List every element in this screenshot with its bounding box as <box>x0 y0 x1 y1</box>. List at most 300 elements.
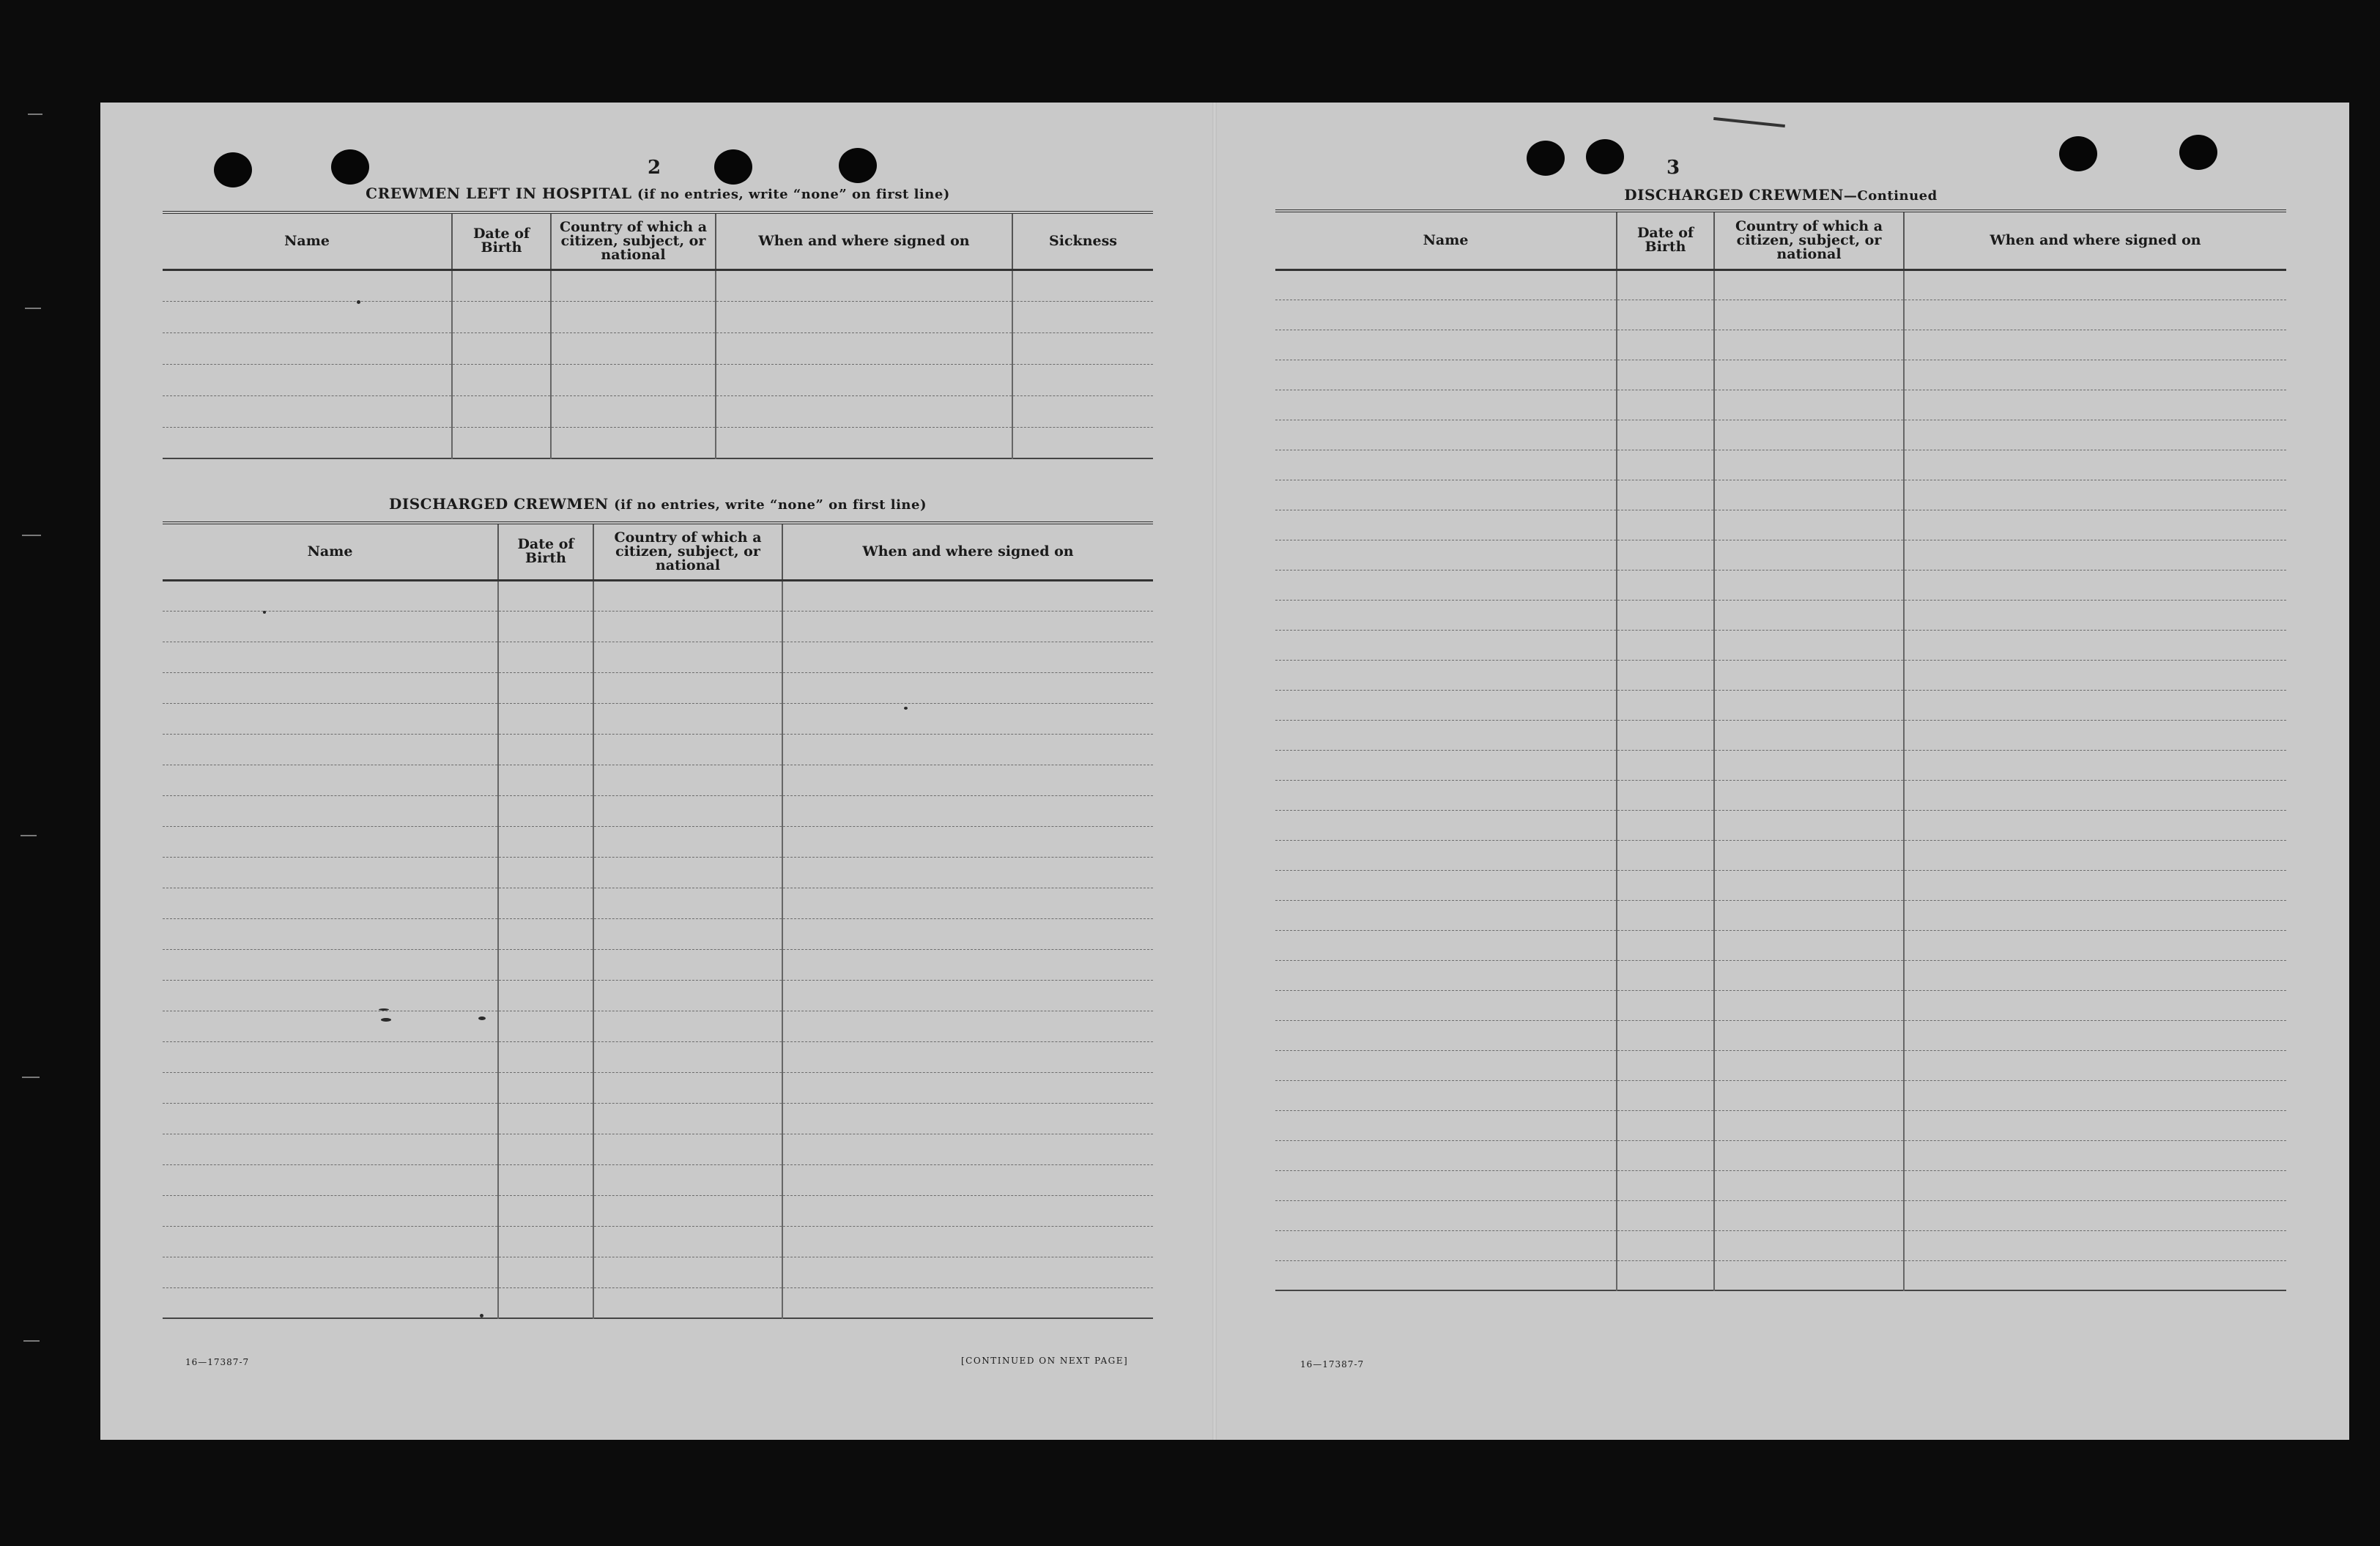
blank-cell <box>498 734 593 765</box>
blank-cell <box>163 1257 498 1287</box>
blank-cell <box>1275 570 1617 600</box>
right-section-title <box>1275 186 2286 204</box>
blank-cell <box>1275 1080 1617 1110</box>
blank-cell <box>782 918 1153 949</box>
blank-cell <box>1714 570 1904 600</box>
blank-cell <box>1714 270 1904 300</box>
blank-cell <box>1617 450 1714 480</box>
blank-cell <box>498 1195 593 1226</box>
blank-cell <box>1904 300 2286 330</box>
blank-cell <box>1275 1020 1617 1050</box>
blank-cell <box>1714 600 1904 630</box>
blank-cell <box>593 672 782 703</box>
entry-row <box>1275 720 2286 750</box>
blank-cell <box>1904 870 2286 900</box>
entry-row <box>163 1195 1153 1226</box>
entry-row <box>1275 690 2286 720</box>
blank-cell <box>498 1134 593 1164</box>
blank-cell <box>498 611 593 642</box>
entry-row <box>1275 930 2286 960</box>
blank-cell <box>1617 1260 1714 1290</box>
blank-cell <box>1904 1020 2286 1050</box>
entry-row <box>163 611 1153 642</box>
right-title-text: DISCHARGED CREWMEN <box>1624 186 1844 204</box>
blank-cell <box>163 642 498 672</box>
entry-row <box>163 888 1153 918</box>
blank-cell <box>1904 990 2286 1020</box>
blank-cell <box>1275 1260 1617 1290</box>
entry-row <box>1275 1140 2286 1170</box>
blank-cell <box>782 1257 1153 1287</box>
blank-cell <box>163 611 498 642</box>
column-header: Date of Birth <box>452 212 551 270</box>
blank-cell <box>1714 660 1904 690</box>
page-number: 3 <box>1666 157 1680 179</box>
blank-cell <box>1275 420 1617 450</box>
punch-hole <box>214 152 252 187</box>
entry-row <box>163 580 1153 611</box>
blank-cell <box>1714 330 1904 360</box>
entry-row <box>1275 600 2286 630</box>
blank-cell <box>782 765 1153 795</box>
entry-row <box>1275 300 2286 330</box>
blank-cell <box>1617 930 1714 960</box>
blank-cell <box>716 332 1012 364</box>
blank-cell <box>1617 630 1714 660</box>
blank-cell <box>1617 600 1714 630</box>
blank-cell <box>1617 960 1714 990</box>
column-header: Date of Birth <box>1617 211 1714 270</box>
blank-cell <box>1904 600 2286 630</box>
blank-cell <box>1275 1170 1617 1200</box>
blank-cell <box>163 395 452 427</box>
blank-cell <box>593 734 782 765</box>
blank-cell <box>1617 720 1714 750</box>
blank-cell <box>1904 1170 2286 1200</box>
punch-hole <box>1586 139 1624 174</box>
entry-row <box>163 1257 1153 1287</box>
blank-cell <box>551 364 716 395</box>
blank-cell <box>593 1195 782 1226</box>
blank-cell <box>1275 750 1617 780</box>
blank-cell <box>1275 1050 1617 1080</box>
blank-cell <box>1714 1140 1904 1170</box>
blank-cell <box>1275 840 1617 870</box>
blank-cell <box>1275 720 1617 750</box>
entry-row <box>1275 570 2286 600</box>
speck <box>904 707 908 710</box>
blank-cell <box>1714 870 1904 900</box>
blank-cell <box>1617 1110 1714 1140</box>
punch-hole <box>331 149 369 185</box>
column-header: Country of which a citizen, subject, or national <box>551 212 716 270</box>
blank-cell <box>498 703 593 734</box>
blank-cell <box>1904 690 2286 720</box>
blank-cell <box>1275 780 1617 810</box>
entry-row <box>163 1072 1153 1103</box>
speck <box>381 1018 391 1022</box>
punch-hole <box>2179 135 2217 170</box>
blank-cell <box>1714 360 1904 390</box>
column-header: When and where signed on <box>716 212 1012 270</box>
blank-cell <box>163 1164 498 1195</box>
blank-cell <box>163 918 498 949</box>
blank-cell <box>1904 390 2286 420</box>
blank-cell <box>163 1041 498 1072</box>
discharged-section-title <box>163 495 1153 513</box>
blank-cell <box>1904 840 2286 870</box>
column-header: When and where signed on <box>1904 211 2286 270</box>
blank-cell <box>1714 510 1904 540</box>
punch-hole <box>839 148 877 183</box>
blank-cell <box>1617 570 1714 600</box>
blank-cell <box>1904 1080 2286 1110</box>
blank-cell <box>782 1103 1153 1134</box>
left-page <box>100 103 1215 1440</box>
discharged-title-text: DISCHARGED CREWMEN <box>389 495 609 513</box>
entry-row <box>163 795 1153 826</box>
hospital-section-title <box>163 185 1153 202</box>
entry-row <box>163 765 1153 795</box>
blank-cell <box>1904 810 2286 840</box>
blank-cell <box>782 1287 1153 1318</box>
right-discharged-table <box>1275 209 2286 1291</box>
blank-cell <box>163 301 452 332</box>
blank-cell <box>1617 690 1714 720</box>
blank-cell <box>1714 840 1904 870</box>
entry-row <box>1275 750 2286 780</box>
entry-row <box>163 826 1153 857</box>
blank-cell <box>1617 1170 1714 1200</box>
blank-cell <box>163 1011 498 1041</box>
blank-cell <box>163 672 498 703</box>
blank-cell <box>1617 660 1714 690</box>
blank-cell <box>163 1287 498 1318</box>
blank-cell <box>1275 960 1617 990</box>
blank-cell <box>1714 1260 1904 1290</box>
blank-cell <box>1275 600 1617 630</box>
blank-cell <box>782 1164 1153 1195</box>
blank-cell <box>593 918 782 949</box>
blank-cell <box>163 795 498 826</box>
speck <box>480 1314 483 1318</box>
blank-cell <box>163 1103 498 1134</box>
entry-row <box>1275 1230 2286 1260</box>
blank-cell <box>1275 1230 1617 1260</box>
blank-cell <box>716 301 1012 332</box>
blank-cell <box>1904 1050 2286 1080</box>
column-header: Country of which a citizen, subject, or national <box>593 523 782 580</box>
entry-row <box>163 642 1153 672</box>
blank-cell <box>498 1041 593 1072</box>
blank-cell <box>593 1226 782 1257</box>
blank-cell <box>498 765 593 795</box>
blank-cell <box>1714 1170 1904 1200</box>
blank-cell <box>1714 1050 1904 1080</box>
blank-cell <box>163 1134 498 1164</box>
blank-cell <box>782 1072 1153 1103</box>
blank-cell <box>1714 900 1904 930</box>
blank-cell <box>782 949 1153 980</box>
punch-hole <box>2059 136 2097 171</box>
blank-cell <box>1275 330 1617 360</box>
speck <box>263 611 266 614</box>
entry-row <box>1275 420 2286 450</box>
column-header: Name <box>163 523 498 580</box>
blank-cell <box>163 1195 498 1226</box>
blank-cell <box>782 734 1153 765</box>
blank-cell <box>1617 330 1714 360</box>
entry-row <box>163 672 1153 703</box>
film-mark <box>22 535 41 536</box>
blank-cell <box>593 826 782 857</box>
blank-cell <box>498 642 593 672</box>
blank-cell <box>163 734 498 765</box>
form-code: 16—17387-7 <box>185 1357 250 1367</box>
blank-cell <box>1904 510 2286 540</box>
blank-cell <box>1275 480 1617 510</box>
discharged-table <box>163 521 1153 1319</box>
blank-cell <box>1904 540 2286 570</box>
column-header: Name <box>1275 211 1617 270</box>
blank-cell <box>1714 720 1904 750</box>
discharged-table-header <box>163 523 1153 580</box>
blank-cell <box>782 1195 1153 1226</box>
blank-cell <box>452 395 551 427</box>
blank-cell <box>1904 1230 2286 1260</box>
film-mark <box>21 835 37 836</box>
entry-row <box>1275 390 2286 420</box>
entry-row <box>163 270 1153 301</box>
blank-cell <box>593 1287 782 1318</box>
blank-cell <box>1617 750 1714 780</box>
entry-row <box>1275 990 2286 1020</box>
entry-row <box>163 949 1153 980</box>
blank-cell <box>1904 720 2286 750</box>
blank-cell <box>1275 270 1617 300</box>
blank-cell <box>1904 480 2286 510</box>
blank-cell <box>782 826 1153 857</box>
blank-cell <box>498 1287 593 1318</box>
entry-row <box>1275 330 2286 360</box>
blank-cell <box>1617 480 1714 510</box>
blank-cell <box>1617 810 1714 840</box>
blank-cell <box>1617 900 1714 930</box>
entry-row <box>1275 1050 2286 1080</box>
blank-cell <box>1275 300 1617 330</box>
blank-cell <box>1275 390 1617 420</box>
blank-cell <box>1617 540 1714 570</box>
blank-cell <box>1617 1050 1714 1080</box>
blank-cell <box>1714 1020 1904 1050</box>
blank-cell <box>782 1041 1153 1072</box>
blank-cell <box>498 580 593 611</box>
blank-cell <box>498 918 593 949</box>
entry-row <box>1275 900 2286 930</box>
blank-cell <box>498 1103 593 1134</box>
entry-row <box>1275 1080 2286 1110</box>
form-code: 16—17387-7 <box>1300 1359 1365 1370</box>
document-sheet <box>100 103 2349 1440</box>
blank-cell <box>1904 660 2286 690</box>
blank-cell <box>1012 427 1153 458</box>
blank-cell <box>593 1103 782 1134</box>
blank-cell <box>1904 270 2286 300</box>
blank-cell <box>593 1011 782 1041</box>
blank-cell <box>163 1226 498 1257</box>
blank-cell <box>1904 570 2286 600</box>
blank-cell <box>498 672 593 703</box>
blank-cell <box>163 364 452 395</box>
blank-cell <box>782 795 1153 826</box>
blank-cell <box>163 949 498 980</box>
blank-cell <box>1012 364 1153 395</box>
blank-cell <box>498 949 593 980</box>
blank-cell <box>782 672 1153 703</box>
blank-cell <box>782 611 1153 642</box>
blank-cell <box>1012 270 1153 301</box>
blank-cell <box>1275 810 1617 840</box>
entry-row <box>163 980 1153 1011</box>
entry-row <box>1275 270 2286 300</box>
blank-cell <box>498 1257 593 1287</box>
blank-cell <box>1904 900 2286 930</box>
blank-cell <box>1617 1200 1714 1230</box>
entry-row <box>1275 360 2286 390</box>
right-table-header <box>1275 211 2286 270</box>
blank-cell <box>1714 690 1904 720</box>
blank-cell <box>1904 780 2286 810</box>
blank-cell <box>452 427 551 458</box>
blank-cell <box>1275 660 1617 690</box>
entry-row <box>1275 1110 2286 1140</box>
blank-cell <box>716 364 1012 395</box>
entry-row <box>1275 540 2286 570</box>
blank-cell <box>1714 990 1904 1020</box>
speck <box>478 1017 486 1020</box>
blank-cell <box>551 301 716 332</box>
entry-row <box>1275 840 2286 870</box>
punch-hole <box>1527 141 1565 176</box>
entry-row <box>163 1287 1153 1318</box>
blank-cell <box>1275 900 1617 930</box>
entry-row <box>1275 450 2286 480</box>
blank-cell <box>452 270 551 301</box>
entry-row <box>163 1226 1153 1257</box>
blank-cell <box>163 332 452 364</box>
entry-row <box>1275 870 2286 900</box>
blank-cell <box>593 1041 782 1072</box>
right-title-continued: —Continued <box>1843 188 1938 204</box>
blank-cell <box>1904 420 2286 450</box>
blank-cell <box>1617 840 1714 870</box>
continued-note: [CONTINUED ON NEXT PAGE] <box>961 1356 1129 1366</box>
blank-cell <box>1904 930 2286 960</box>
column-header: Name <box>163 212 452 270</box>
entry-row <box>163 1134 1153 1164</box>
column-header: Date of Birth <box>498 523 593 580</box>
entry-row <box>1275 1260 2286 1290</box>
blank-cell <box>593 611 782 642</box>
blank-cell <box>1617 1020 1714 1050</box>
blank-cell <box>498 888 593 918</box>
blank-cell <box>163 270 452 301</box>
entry-row <box>1275 510 2286 540</box>
discharged-title-note: (if no entries, write “none” on first line) <box>614 497 927 513</box>
blank-cell <box>1617 870 1714 900</box>
blank-cell <box>163 765 498 795</box>
entry-row <box>163 734 1153 765</box>
blank-cell <box>1275 1110 1617 1140</box>
blank-cell <box>1275 870 1617 900</box>
blank-cell <box>1275 1140 1617 1170</box>
blank-cell <box>1714 450 1904 480</box>
blank-cell <box>1617 1230 1714 1260</box>
blank-cell <box>163 857 498 888</box>
blank-cell <box>1617 1140 1714 1170</box>
blank-cell <box>498 1226 593 1257</box>
entry-row <box>163 703 1153 734</box>
speck <box>379 1008 389 1011</box>
film-mark <box>28 114 42 115</box>
blank-cell <box>1275 630 1617 660</box>
blank-cell <box>593 949 782 980</box>
entry-row <box>1275 1020 2286 1050</box>
blank-cell <box>1904 750 2286 780</box>
blank-cell <box>1904 960 2286 990</box>
blank-cell <box>1012 301 1153 332</box>
entry-row <box>1275 780 2286 810</box>
blank-cell <box>1275 510 1617 540</box>
blank-cell <box>1714 1080 1904 1110</box>
entry-row <box>163 1164 1153 1195</box>
blank-cell <box>782 888 1153 918</box>
blank-cell <box>498 1011 593 1041</box>
blank-cell <box>1904 1110 2286 1140</box>
blank-cell <box>1714 420 1904 450</box>
blank-cell <box>1714 1200 1904 1230</box>
blank-cell <box>593 580 782 611</box>
entry-row <box>1275 1200 2286 1230</box>
blank-cell <box>1904 630 2286 660</box>
blank-cell <box>1617 270 1714 300</box>
blank-cell <box>498 857 593 888</box>
blank-cell <box>1617 420 1714 450</box>
blank-cell <box>593 765 782 795</box>
column-header: Sickness <box>1012 212 1153 270</box>
entry-row <box>163 857 1153 888</box>
blank-cell <box>1714 960 1904 990</box>
blank-cell <box>1275 930 1617 960</box>
entry-row <box>1275 810 2286 840</box>
column-header: Country of which a citizen, subject, or national <box>1714 211 1904 270</box>
blank-cell <box>452 301 551 332</box>
blank-cell <box>1714 630 1904 660</box>
entry-row <box>163 1011 1153 1041</box>
entry-row <box>1275 660 2286 690</box>
blank-cell <box>1012 332 1153 364</box>
blank-cell <box>1904 1140 2286 1170</box>
blank-cell <box>1275 360 1617 390</box>
blank-cell <box>163 703 498 734</box>
blank-cell <box>593 642 782 672</box>
blank-cell <box>782 642 1153 672</box>
blank-cell <box>551 332 716 364</box>
blank-cell <box>1714 480 1904 510</box>
entry-row <box>163 301 1153 332</box>
blank-cell <box>1275 690 1617 720</box>
blank-cell <box>1904 1260 2286 1290</box>
